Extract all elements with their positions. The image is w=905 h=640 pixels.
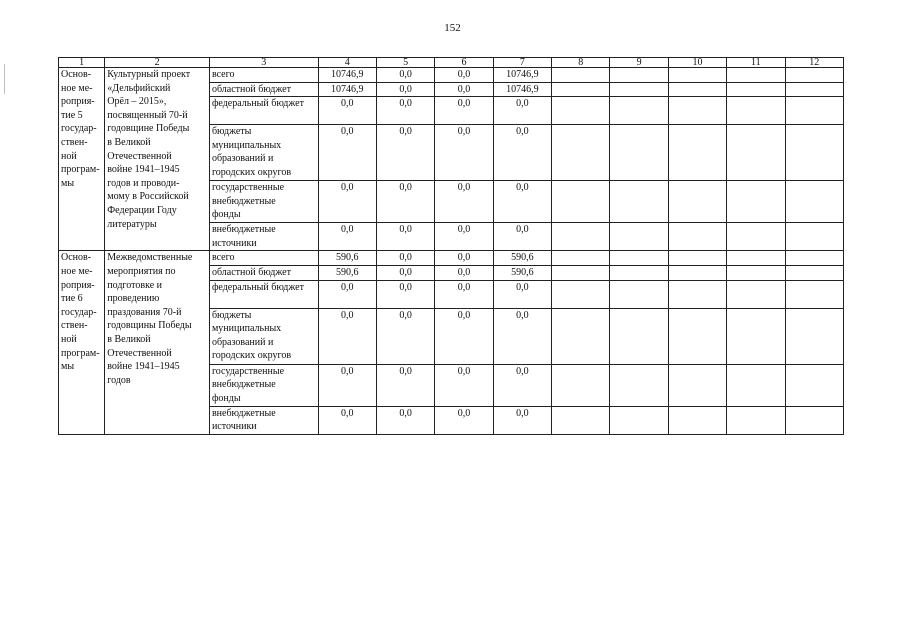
empty-cell-12 [785, 280, 844, 308]
value-cell-6: 0,0 [435, 223, 493, 251]
value-cell-6: 0,0 [435, 251, 493, 266]
value-cell-5: 0,0 [376, 308, 434, 364]
empty-cell-11 [727, 97, 785, 125]
empty-cell-9 [610, 265, 668, 280]
empty-cell-9 [610, 125, 668, 181]
page-number: 152 [444, 22, 461, 34]
empty-cell-11 [727, 251, 785, 266]
value-cell-6: 0,0 [435, 406, 493, 434]
header-cell-2: 2 [105, 58, 210, 68]
empty-cell-10 [668, 97, 726, 125]
funding-source-cell: бюджеты муниципальных образований и городских округов [209, 308, 318, 364]
value-cell-5: 0,0 [376, 181, 434, 223]
empty-cell-12 [785, 82, 844, 97]
value-cell-4: 0,0 [318, 125, 376, 181]
empty-cell-8 [552, 82, 610, 97]
empty-cell-10 [668, 280, 726, 308]
value-cell-6: 0,0 [435, 280, 493, 308]
activity-description-cell: Культурный проект «Дельфийский Орёл – 2015», посвященный 70-й годовщине Победы в Великой Отечественной войне 1941–1945 годов и проводи- мому в Российской Федерации Году литературы [105, 68, 210, 251]
budget-table [58, 57, 844, 435]
empty-cell-8 [552, 364, 610, 406]
empty-cell-11 [727, 181, 785, 223]
empty-cell-8 [552, 308, 610, 364]
empty-cell-9 [610, 82, 668, 97]
table-row [59, 251, 844, 266]
empty-cell-9 [610, 406, 668, 434]
empty-cell-12 [785, 181, 844, 223]
header-cell-4: 4 [318, 58, 376, 68]
value-cell-7: 0,0 [493, 280, 551, 308]
empty-cell-9 [610, 251, 668, 266]
empty-cell-9 [610, 68, 668, 83]
value-cell-5: 0,0 [376, 82, 434, 97]
empty-cell-11 [727, 223, 785, 251]
value-cell-7: 0,0 [493, 223, 551, 251]
value-cell-7: 0,0 [493, 181, 551, 223]
value-cell-5: 0,0 [376, 125, 434, 181]
empty-cell-8 [552, 406, 610, 434]
value-cell-7: 0,0 [493, 364, 551, 406]
empty-cell-11 [727, 364, 785, 406]
empty-cell-10 [668, 308, 726, 364]
funding-source-cell: федеральный бюджет [209, 280, 318, 308]
value-cell-6: 0,0 [435, 82, 493, 97]
empty-cell-12 [785, 125, 844, 181]
value-cell-4: 0,0 [318, 364, 376, 406]
value-cell-4: 590,6 [318, 265, 376, 280]
empty-cell-10 [668, 223, 726, 251]
value-cell-6: 0,0 [435, 364, 493, 406]
value-cell-4: 10746,9 [318, 82, 376, 97]
value-cell-4: 0,0 [318, 308, 376, 364]
value-cell-5: 0,0 [376, 97, 434, 125]
value-cell-5: 0,0 [376, 251, 434, 266]
empty-cell-9 [610, 223, 668, 251]
empty-cell-10 [668, 82, 726, 97]
empty-cell-10 [668, 181, 726, 223]
value-cell-7: 10746,9 [493, 82, 551, 97]
activity-name-cell: Основ- ное ме- роприя- тие 5 государ- ствен- ной програм- мы [59, 68, 105, 251]
empty-cell-12 [785, 97, 844, 125]
funding-source-cell: федеральный бюджет [209, 97, 318, 125]
empty-cell-11 [727, 265, 785, 280]
value-cell-6: 0,0 [435, 125, 493, 181]
empty-cell-10 [668, 68, 726, 83]
funding-source-cell: областной бюджет [209, 82, 318, 97]
empty-cell-11 [727, 308, 785, 364]
empty-cell-8 [552, 223, 610, 251]
empty-cell-10 [668, 265, 726, 280]
value-cell-7: 590,6 [493, 265, 551, 280]
empty-cell-12 [785, 364, 844, 406]
header-cell-10: 10 [668, 58, 726, 68]
value-cell-7: 0,0 [493, 406, 551, 434]
value-cell-4: 0,0 [318, 280, 376, 308]
activity-name-cell: Основ- ное ме- роприя- тие 6 государ- ствен- ной програм- мы [59, 251, 105, 434]
funding-source-cell: всего [209, 68, 318, 83]
value-cell-4: 10746,9 [318, 68, 376, 83]
funding-source-cell: областной бюджет [209, 265, 318, 280]
empty-cell-8 [552, 97, 610, 125]
empty-cell-8 [552, 251, 610, 266]
header-cell-7: 7 [493, 58, 551, 68]
header-cell-11: 11 [727, 58, 785, 68]
empty-cell-11 [727, 125, 785, 181]
value-cell-7: 0,0 [493, 308, 551, 364]
empty-cell-12 [785, 406, 844, 434]
empty-cell-9 [610, 364, 668, 406]
empty-cell-12 [785, 223, 844, 251]
value-cell-5: 0,0 [376, 364, 434, 406]
value-cell-6: 0,0 [435, 265, 493, 280]
funding-source-cell: бюджеты муниципальных образований и городских округов [209, 125, 318, 181]
header-cell-6: 6 [435, 58, 493, 68]
activity-description-cell: Межведомственные мероприятия по подготовке и проведению праздования 70-й годовщины Победы в Великой Отечественной войне 1941–1945 годов [105, 251, 210, 434]
value-cell-5: 0,0 [376, 68, 434, 83]
value-cell-4: 0,0 [318, 97, 376, 125]
funding-source-cell: государственные внебюджетные фонды [209, 364, 318, 406]
funding-source-cell: внебюджетные источники [209, 406, 318, 434]
value-cell-4: 0,0 [318, 406, 376, 434]
header-cell-8: 8 [552, 58, 610, 68]
empty-cell-12 [785, 68, 844, 83]
value-cell-4: 590,6 [318, 251, 376, 266]
header-cell-9: 9 [610, 58, 668, 68]
empty-cell-12 [785, 251, 844, 266]
margin-mark [4, 64, 5, 94]
empty-cell-12 [785, 265, 844, 280]
empty-cell-12 [785, 308, 844, 364]
value-cell-7: 590,6 [493, 251, 551, 266]
header-cell-3: 3 [209, 58, 318, 68]
empty-cell-9 [610, 308, 668, 364]
empty-cell-9 [610, 181, 668, 223]
header-cell-12: 12 [785, 58, 844, 68]
empty-cell-10 [668, 251, 726, 266]
table-row [59, 68, 844, 83]
value-cell-5: 0,0 [376, 265, 434, 280]
header-row [59, 58, 844, 68]
empty-cell-10 [668, 364, 726, 406]
value-cell-6: 0,0 [435, 308, 493, 364]
value-cell-6: 0,0 [435, 97, 493, 125]
value-cell-7: 10746,9 [493, 68, 551, 83]
value-cell-6: 0,0 [435, 181, 493, 223]
value-cell-4: 0,0 [318, 223, 376, 251]
value-cell-7: 0,0 [493, 125, 551, 181]
empty-cell-10 [668, 125, 726, 181]
value-cell-5: 0,0 [376, 223, 434, 251]
empty-cell-11 [727, 82, 785, 97]
empty-cell-9 [610, 97, 668, 125]
empty-cell-11 [727, 406, 785, 434]
value-cell-6: 0,0 [435, 68, 493, 83]
header-cell-5: 5 [376, 58, 434, 68]
empty-cell-9 [610, 280, 668, 308]
empty-cell-8 [552, 68, 610, 83]
empty-cell-8 [552, 280, 610, 308]
funding-source-cell: государственные внебюджетные фонды [209, 181, 318, 223]
empty-cell-8 [552, 265, 610, 280]
header-cell-1: 1 [59, 58, 105, 68]
empty-cell-11 [727, 280, 785, 308]
funding-source-cell: всего [209, 251, 318, 266]
empty-cell-11 [727, 68, 785, 83]
empty-cell-10 [668, 406, 726, 434]
empty-cell-8 [552, 125, 610, 181]
value-cell-4: 0,0 [318, 181, 376, 223]
value-cell-7: 0,0 [493, 97, 551, 125]
empty-cell-8 [552, 181, 610, 223]
value-cell-5: 0,0 [376, 280, 434, 308]
funding-source-cell: внебюджетные источники [209, 223, 318, 251]
value-cell-5: 0,0 [376, 406, 434, 434]
